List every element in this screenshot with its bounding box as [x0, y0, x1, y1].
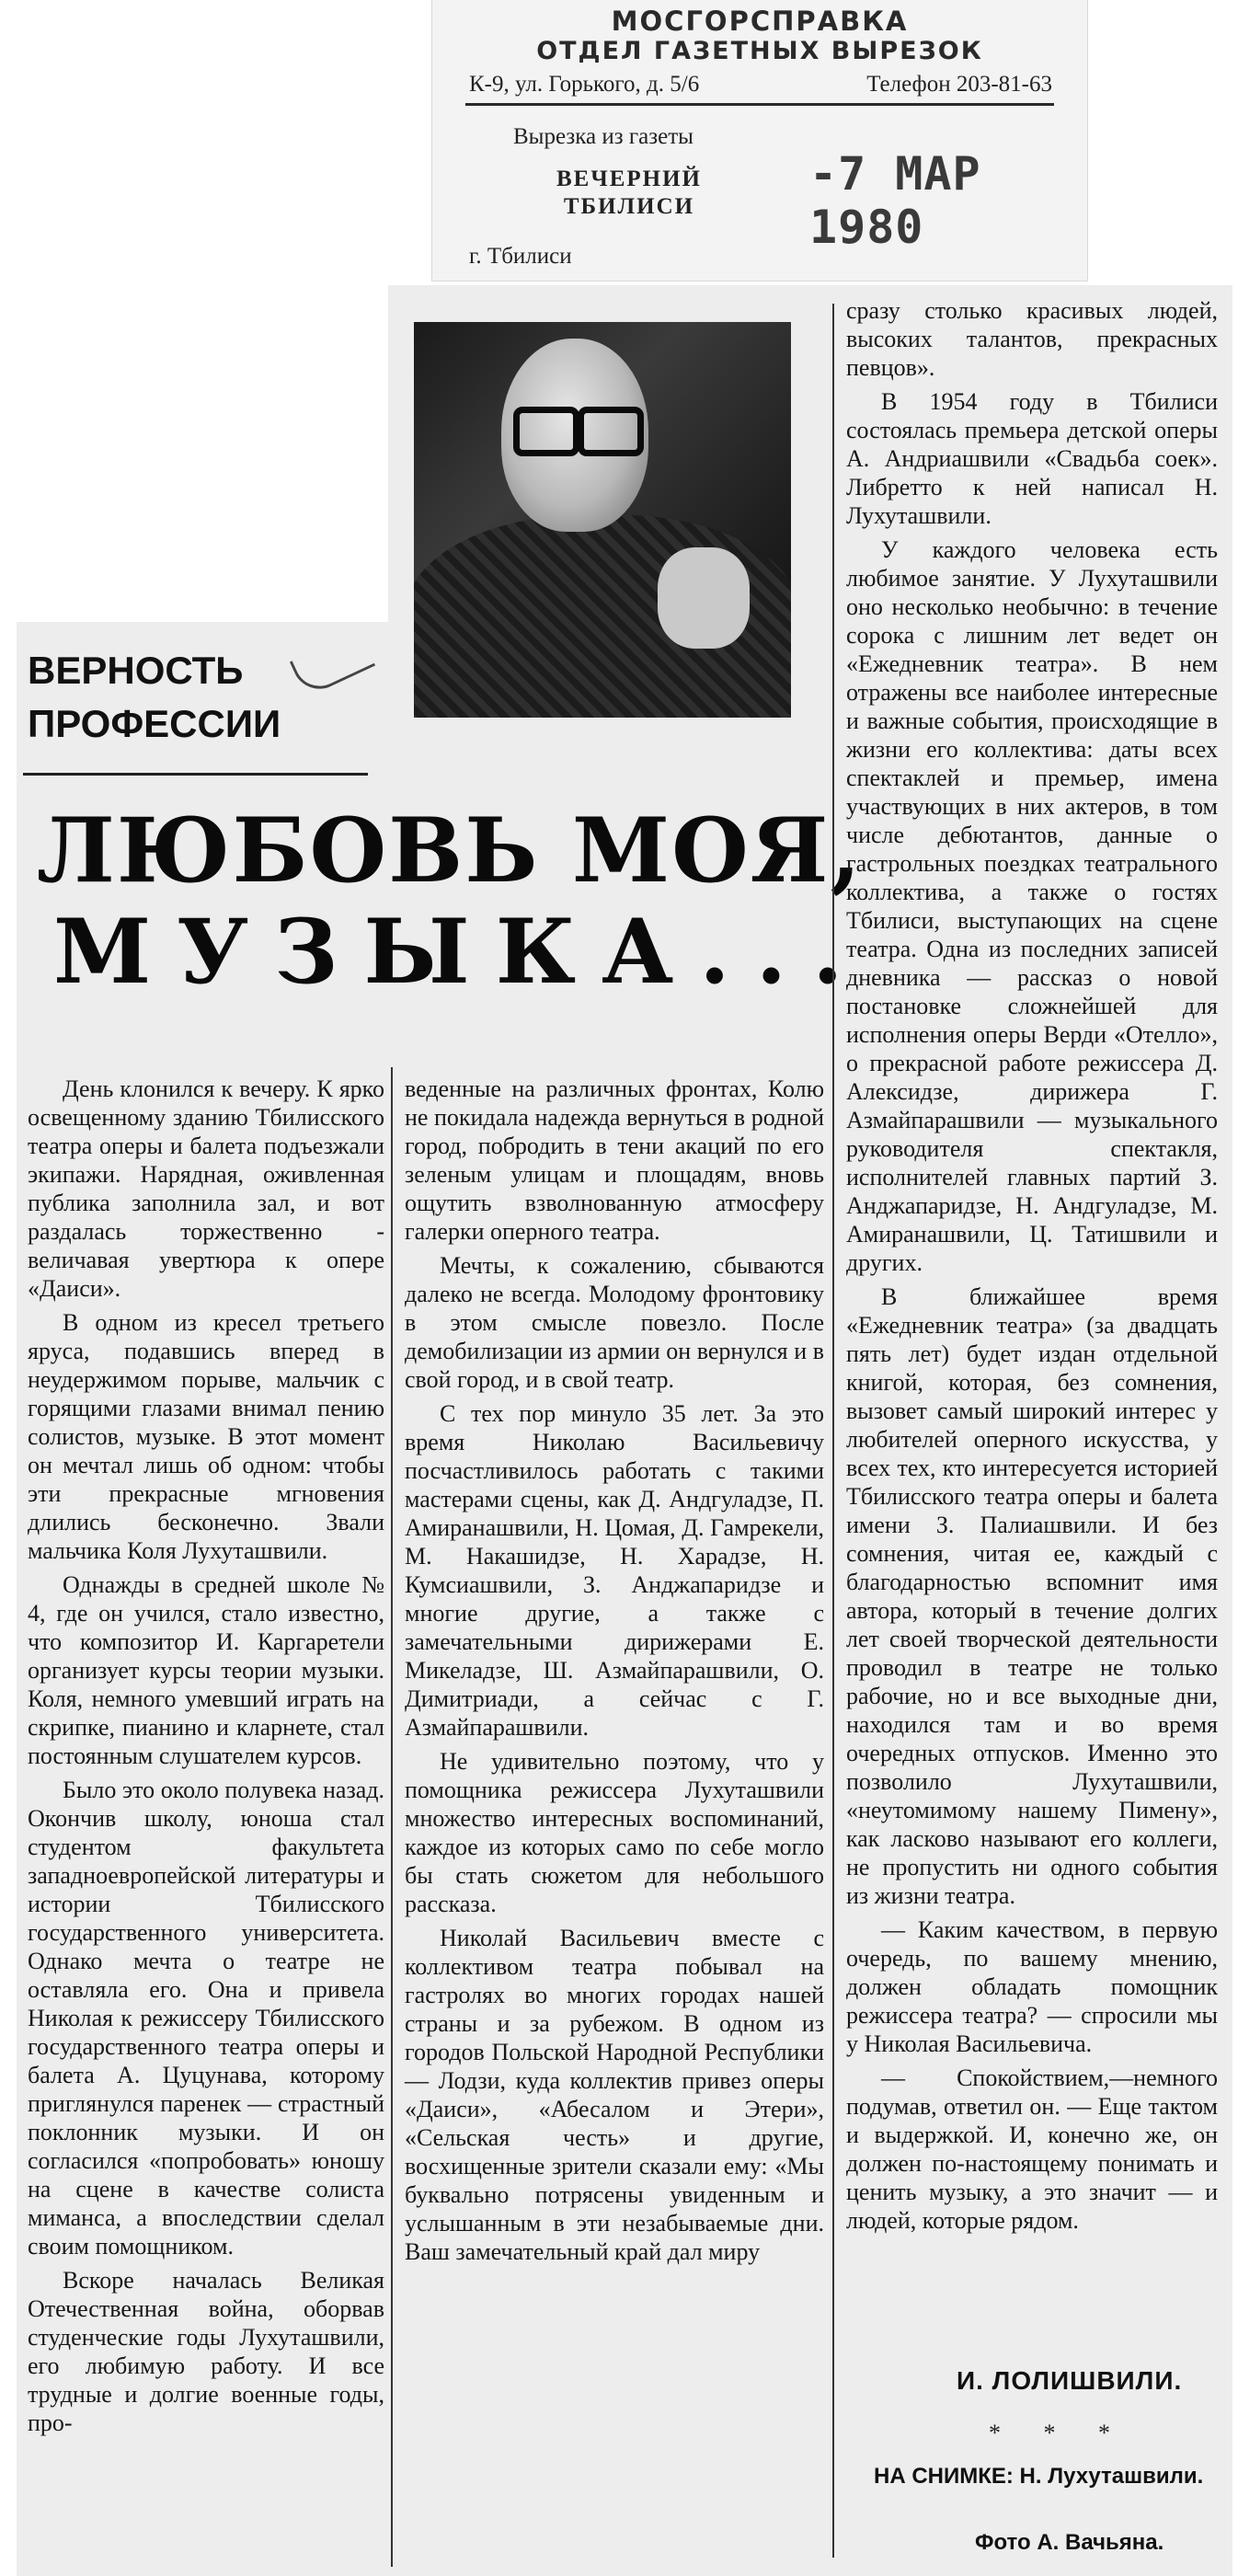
rubric-line2: ПРОФЕССИИ	[28, 702, 281, 745]
article-column-2	[405, 1075, 824, 2266]
photo-glasses-right	[578, 407, 644, 456]
stamp-department: ОТДЕЛ ГАЗЕТНЫХ ВЫРЕЗОК	[536, 37, 983, 65]
rubric-divider	[23, 773, 368, 776]
paragraph: Вскоре началась Великая Отечественная война, оборвав студенческие годы Лухуташвили, его любимую работу. И все трудные и долгие военные годы, про-	[28, 2267, 384, 2436]
paragraph: В 1954 году в Тбилиси состоялась премьера детской оперы А. Андриашвили «Свадьба соек». Либретто к ней написал Н. Лухуташвили.	[846, 388, 1218, 529]
stamp-newspaper-line2: ТБИЛИСИ	[563, 194, 695, 219]
stamp-newspaper-line1: ВЕЧЕРНИЙ	[556, 167, 702, 191]
column-divider-1	[391, 1067, 393, 2567]
headline-line2: МУЗЫКА...	[53, 900, 869, 1004]
portrait-photo	[414, 322, 791, 718]
headline	[37, 799, 869, 1004]
photo-credit: Фото А. Вачьяна.	[975, 2530, 1164, 2555]
stamp-date: -7 МАР 1980	[809, 147, 981, 254]
photo-caption: НА СНИМКЕ: Н. Лухуташвили.	[874, 2464, 1204, 2489]
photo-hand	[658, 547, 750, 649]
paragraph: У каждого человека есть любимое занятие. У Лухуташвили оно несколько необычно: в течение сорока с лишним лет ведет он «Ежедневник театра». В нем отражены все наиболее интересные и важные события, происходящие в жизни его коллектива: даты всех спектаклей и премьер, имена участвующих в них актеров, в том числе дебютантов, данные о гастрольных поездках театрального коллектива, а также о гостях Тбилиси, выступающих на сцене театра. Одна из последних записей дневника — рассказ о новой постановке сложнейшей для исполнения оперы Верди «Отелло», о прекрасной работе режиссера Д. Алексидзе, дирижера Г. Азмайпарашвили — музыкального руководителя спектакля, исполнителей главных партий З. Анджапаридзе, Н. Андгуладзе, М. Амиранашвили, Ц. Татишвили и других.	[846, 536, 1218, 1276]
photo-glasses-left	[513, 407, 579, 456]
paragraph: Не удивительно поэтому, что у помощника режиссера Лухуташвили множество интересных воспоминаний, каждое из которых само по себе могло бы стать сюжетом для небольшого рассказа.	[405, 1748, 824, 1917]
paragraph: В ближайшее время «Ежедневник театра» (за двадцать пять лет) будет издан отдельной книгой, которая, без сомнения, вызовет самый широкий интерес у любителей оперного искусства, у всех тех, кто интересуется историей Тбилисского театра оперы и балета имени З. Палиашвили. И без сомнения, читая ее, каждый с благодарностью вспомнит имя автора, который в течение долгих лет своей творческой деятельности проводил в театре не только рабочие, но и все выходные дни, находился там и во время очередных отпусков. Именно это позволило Лухуташвили, «неутомимому нашему Пимену», как ласково называют его коллеги, не пропустить ни одного события из жизни театра.	[846, 1283, 1218, 1909]
paragraph: Николай Васильевич вместе с коллективом театра побывал на гастролях во многих городах нашей страны и за рубежом. В одном из городов Польской Народной Республики — Лодзи, куда коллектив привез оперы «Даиси», «Абесалом и Этери», «Сельская честь» и другие, восхищенные зрители сказали ему: «Мы буквально потрясены увиденным и услышанным в эти незабываемые дни. Ваш замечательный край дал миру	[405, 1925, 824, 2265]
rubric-line1: ВЕРНОСТЬ	[28, 649, 244, 692]
stamp-address: К-9, ул. Горького, д. 5/6	[469, 72, 700, 97]
stamp-cut-label: Вырезка из газеты	[513, 124, 694, 149]
paragraph: — Спокойствием,—немного подумав, ответил он. — Еще тактом и выдержкой. И, конечно же, он должен по-настоящему понимать и ценить музыку, а это значит — и людей, которые рядом.	[846, 2064, 1218, 2234]
author-signature: И. ЛОЛИШВИЛИ.	[957, 2366, 1183, 2395]
article-column-1	[28, 1075, 384, 2437]
paragraph: сразу столько красивых людей, высоких талантов, прекрасных певцов».	[846, 297, 1218, 381]
paragraph: Мечты, к сожалению, сбываются далеко не всегда. Молодому фронтовику в этом смысле повезло. После демобилизации из армии он вернулся и в свой город, и в свой театр.	[405, 1252, 824, 1393]
paragraph: День клонился к вечеру. К ярко освещенному зданию Тбилисского театра оперы и балета подъезжали экипажи. Нарядная, оживленная публика заполнила зал, и вот раздалась торжественно - величавая увертюра к опере «Даиси».	[28, 1075, 384, 1302]
column-divider-2	[832, 304, 834, 2558]
stamp-agency: МОСГОРСПРАВКА	[611, 6, 909, 37]
clipping-stamp	[432, 0, 1087, 281]
stamp-newspaper	[556, 166, 702, 221]
paragraph: В одном из кресел третьего яруса, подавшись вперед в неудержимом порыве, мальчик с горящими глазами внимал пению солистов, музыке. В этот момент он мечтал лишь об одном: чтобы эти прекрасные мгновения длились бесконечно. Звали мальчика Коля Лухуташвили.	[28, 1309, 384, 1564]
paragraph: Однажды в средней школе № 4, где он учился, стало известно, что композитор И. Каргаретели организует курсы теории музыки. Коля, немного умевший играть на скрипке, пианино и кларнете, стал постоянным слушателем курсов.	[28, 1571, 384, 1769]
stamp-phone: Телефон 203-81-63	[866, 72, 1052, 97]
headline-line1: ЛЮБОВЬ МОЯ,	[37, 799, 863, 903]
stamp-city: г. Тбилиси	[469, 244, 572, 269]
separator-stars: * * *	[989, 2420, 1129, 2446]
paragraph: Было это около полувека назад. Окончив школу, юноша стал студентом факультета западноевропейской литературы и истории Тбилисского государственного университета. Однако мечта о театре не оставляла его. Она и привела Николая к режиссеру Тбилисского государственного театра оперы и балета А. Цуцунава, которому приглянулся паренек — страстный поклонник музыки. И он согласился «попробовать» юношу на сцене в качестве солиста миманса, а впоследствии сделал своим помощником.	[28, 1777, 384, 2260]
paragraph: веденные на различных фронтах, Колю не покидала надежда вернуться в родной город, побродить в тени акаций по его зеленым улицам и площадям, вновь ощутить взволнованную атмосферу галерки оперного театра.	[405, 1075, 824, 1245]
stamp-divider	[465, 103, 1054, 106]
paragraph: С тех пор минуло 35 лет. За это время Николаю Васильевичу посчастливилось работать с такими мастерами сцены, как Д. Андгуладзе, П. Амиранашвили, Н. Цомая, Д. Гамрекели, М. Накашидзе, Н. Харадзе, Н. Кумсиашвили, З. Анджапаридзе и многие другие, а также с замечательными дирижерами Е. Микеладзе, Ш. Азмайпарашвили, О. Димитриади, а сейчас с Г. Азмайпарашвили.	[405, 1400, 824, 1741]
article-column-3	[846, 296, 1218, 2235]
rubric	[28, 644, 368, 751]
paragraph: — Каким качеством, в первую очередь, по вашему мнению, должен обладать помощник режиссера театра? — спросили мы у Николая Васильевича.	[846, 1916, 1218, 2057]
